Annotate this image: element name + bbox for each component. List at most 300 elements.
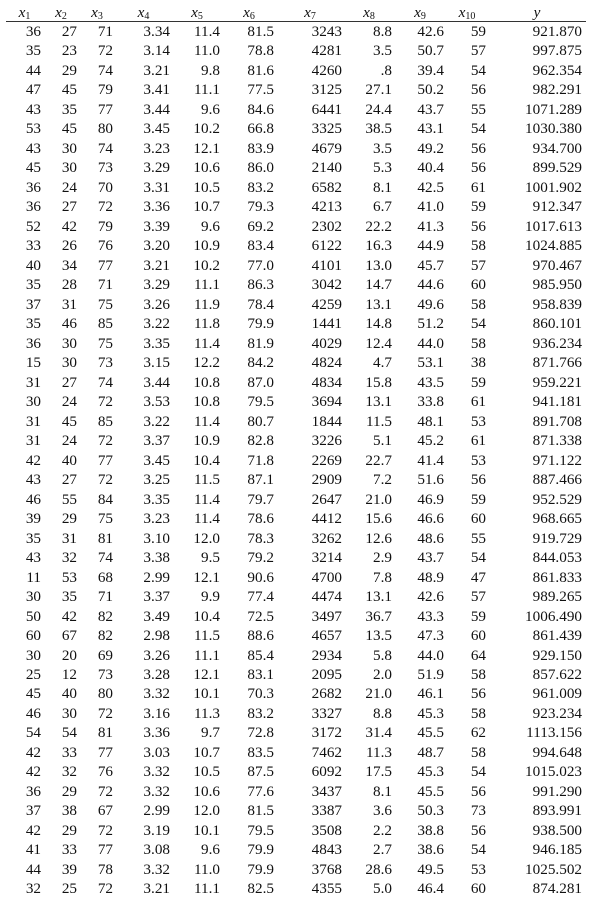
table-cell: 20 bbox=[61, 646, 77, 664]
table-cell: 25 bbox=[25, 665, 41, 683]
table-cell: 72 bbox=[97, 198, 113, 216]
table-cell: 24.4 bbox=[365, 100, 392, 118]
table-cell: 43.7 bbox=[417, 549, 444, 567]
table-cell: 4355 bbox=[311, 880, 342, 898]
table-cell: 45.2 bbox=[417, 432, 444, 450]
table-cell: 952.529 bbox=[532, 490, 582, 508]
column-header-subscript: 5 bbox=[197, 11, 203, 22]
table-cell: 45 bbox=[61, 412, 77, 430]
table-cell: 3.10 bbox=[143, 529, 170, 547]
table-cell: 3.16 bbox=[143, 704, 170, 722]
table-cell: 3172 bbox=[311, 724, 342, 742]
table-header bbox=[6, 4, 586, 22]
table-cell: 6.7 bbox=[373, 198, 392, 216]
table-cell: 15 bbox=[25, 354, 41, 372]
column-header-variable: x bbox=[304, 4, 311, 21]
table-cell: 3.37 bbox=[143, 432, 170, 450]
table-cell: 946.185 bbox=[532, 841, 582, 859]
table-cell: 12.4 bbox=[365, 334, 392, 352]
table-cell: 27 bbox=[61, 373, 77, 391]
table-cell: 72 bbox=[97, 471, 113, 489]
table-cell: 3.26 bbox=[143, 646, 170, 664]
table-cell: 3497 bbox=[311, 607, 342, 625]
table-cell: 2909 bbox=[311, 471, 342, 489]
table-cell: 3508 bbox=[311, 821, 342, 839]
column-header-variable: x bbox=[243, 4, 250, 21]
table-cell: 997.875 bbox=[532, 42, 582, 60]
table-cell: 871.338 bbox=[532, 432, 582, 450]
table-cell: 27.1 bbox=[365, 81, 392, 99]
column-header-variable: x bbox=[55, 4, 62, 21]
table-cell: 86.3 bbox=[247, 276, 274, 294]
table-cell: 74 bbox=[97, 139, 113, 157]
table-cell: 871.766 bbox=[532, 354, 582, 372]
table-cell: 4679 bbox=[311, 139, 342, 157]
table-cell: 7462 bbox=[311, 743, 342, 761]
table-cell: 970.467 bbox=[532, 256, 582, 274]
table-cell: 33 bbox=[25, 237, 41, 255]
column-header-x1 bbox=[6, 4, 43, 22]
table-cell: 87.5 bbox=[247, 763, 274, 781]
table-cell: 934.700 bbox=[532, 139, 582, 157]
table-cell: 59 bbox=[470, 198, 486, 216]
table-cell: 3.29 bbox=[143, 276, 170, 294]
table-cell: 46.1 bbox=[417, 685, 444, 703]
table-cell: 923.234 bbox=[532, 704, 582, 722]
table-cell: 75 bbox=[97, 510, 113, 528]
table-cell: 54 bbox=[470, 549, 486, 567]
table-cell: 9.7 bbox=[201, 724, 220, 742]
table-cell: 36 bbox=[25, 782, 41, 800]
table-cell: 13.1 bbox=[365, 295, 392, 313]
table-cell: 84 bbox=[97, 490, 113, 508]
table-cell: 74 bbox=[97, 373, 113, 391]
table-cell: 60 bbox=[470, 880, 486, 898]
table-cell: 23 bbox=[61, 42, 77, 60]
table-cell: 3325 bbox=[311, 120, 342, 138]
table-cell: 53 bbox=[61, 568, 77, 586]
table-cell: 48.1 bbox=[417, 412, 444, 430]
table-cell: 2269 bbox=[311, 451, 342, 469]
table-cell: 2934 bbox=[311, 646, 342, 664]
table-cell: 54 bbox=[25, 724, 41, 742]
table-cell: 48.9 bbox=[417, 568, 444, 586]
table-cell: 42 bbox=[61, 607, 77, 625]
table-cell: 11.9 bbox=[193, 295, 220, 313]
table-cell: 58 bbox=[470, 237, 486, 255]
table-cell: 70.3 bbox=[247, 685, 274, 703]
table-cell: 12.1 bbox=[193, 568, 220, 586]
table-row bbox=[6, 451, 586, 470]
table-cell: 10.4 bbox=[193, 451, 220, 469]
table-cell: 4.7 bbox=[373, 354, 392, 372]
table-cell: 3243 bbox=[311, 23, 342, 40]
table-cell: 81.9 bbox=[247, 334, 274, 352]
table-cell: 989.265 bbox=[532, 588, 582, 606]
table-cell: 78.4 bbox=[247, 295, 274, 313]
table-cell: 5.8 bbox=[373, 646, 392, 664]
table-cell: 10.2 bbox=[193, 256, 220, 274]
table-cell: 71 bbox=[97, 23, 113, 40]
column-header-x2 bbox=[43, 4, 79, 22]
table-cell: 81.5 bbox=[247, 23, 274, 40]
column-header-subscript: 4 bbox=[144, 11, 150, 22]
table-cell: 58 bbox=[470, 334, 486, 352]
table-cell: 24 bbox=[61, 393, 77, 411]
table-cell: 912.347 bbox=[532, 198, 582, 216]
table-cell: 83.4 bbox=[247, 237, 274, 255]
table-cell: 76 bbox=[97, 237, 113, 255]
table-cell: 44.9 bbox=[417, 237, 444, 255]
table-cell: 83.5 bbox=[247, 743, 274, 761]
table-cell: 78.6 bbox=[247, 510, 274, 528]
table-cell: 5.3 bbox=[373, 159, 392, 177]
table-cell: 75 bbox=[97, 334, 113, 352]
table-row bbox=[6, 275, 586, 294]
table-cell: 31.4 bbox=[365, 724, 392, 742]
table-cell: 74 bbox=[97, 549, 113, 567]
column-header-variable: x bbox=[363, 4, 370, 21]
table-cell: 1017.613 bbox=[525, 217, 582, 235]
table-row bbox=[6, 490, 586, 509]
table-cell: 55 bbox=[61, 490, 77, 508]
table-cell: 11.1 bbox=[193, 646, 220, 664]
table-cell: 4834 bbox=[311, 373, 342, 391]
table-cell: 79 bbox=[97, 81, 113, 99]
table-cell: 45.3 bbox=[417, 763, 444, 781]
table-cell: 60 bbox=[470, 510, 486, 528]
table-cell: 16.3 bbox=[365, 237, 392, 255]
table-cell: 78.8 bbox=[247, 42, 274, 60]
table-cell: 81 bbox=[97, 529, 113, 547]
table-cell: 43.1 bbox=[417, 120, 444, 138]
table-cell: 3.45 bbox=[143, 451, 170, 469]
table-cell: 959.221 bbox=[532, 373, 582, 391]
table-cell: 3.53 bbox=[143, 393, 170, 411]
table-cell: 3.29 bbox=[143, 159, 170, 177]
table-cell: 45.5 bbox=[417, 724, 444, 742]
table-cell: 71.8 bbox=[247, 451, 274, 469]
header-row bbox=[6, 4, 586, 22]
table-cell: 10.9 bbox=[193, 237, 220, 255]
table-cell: 79.2 bbox=[247, 549, 274, 567]
table-row bbox=[6, 392, 586, 411]
table-cell: 3.38 bbox=[143, 549, 170, 567]
table-cell: 46.4 bbox=[417, 880, 444, 898]
table-row bbox=[6, 646, 586, 665]
table-row bbox=[6, 41, 586, 60]
table-cell: 83.2 bbox=[247, 178, 274, 196]
table-cell: 85 bbox=[97, 412, 113, 430]
table-cell: 77.0 bbox=[247, 256, 274, 274]
table-cell: 11.4 bbox=[193, 510, 220, 528]
table-cell: 11.5 bbox=[365, 412, 392, 430]
table-row bbox=[6, 197, 586, 216]
column-header-x3 bbox=[79, 4, 115, 22]
table-cell: 11.4 bbox=[193, 490, 220, 508]
table-cell: 1001.902 bbox=[525, 178, 582, 196]
table-cell: 79.7 bbox=[247, 490, 274, 508]
table-cell: 13.5 bbox=[365, 627, 392, 645]
table-cell: 11 bbox=[26, 568, 41, 586]
table-cell: 31 bbox=[25, 373, 41, 391]
table-cell: 50.3 bbox=[417, 802, 444, 820]
table-cell: 55 bbox=[470, 529, 486, 547]
table-cell: 82 bbox=[97, 627, 113, 645]
table-cell: 861.833 bbox=[532, 568, 582, 586]
table-cell: 46.9 bbox=[417, 490, 444, 508]
table-cell: 79.3 bbox=[247, 198, 274, 216]
table-cell: 53.1 bbox=[417, 354, 444, 372]
table-row bbox=[6, 314, 586, 333]
table-cell: 77 bbox=[97, 100, 113, 118]
table-cell: 3.49 bbox=[143, 607, 170, 625]
table-cell: 56 bbox=[470, 821, 486, 839]
table-cell: 79 bbox=[97, 217, 113, 235]
table-cell: 39.4 bbox=[417, 61, 444, 79]
table-cell: 3.22 bbox=[143, 315, 170, 333]
table-cell: 1844 bbox=[311, 412, 342, 430]
table-cell: 61 bbox=[470, 178, 486, 196]
table-row bbox=[6, 353, 586, 372]
table-cell: 968.665 bbox=[532, 510, 582, 528]
table-cell: 11.1 bbox=[193, 276, 220, 294]
table-cell: 42.6 bbox=[417, 23, 444, 40]
table-cell: 35 bbox=[25, 529, 41, 547]
column-header-x9 bbox=[394, 4, 446, 22]
table-cell: 1441 bbox=[311, 315, 342, 333]
table-cell: 88.6 bbox=[247, 627, 274, 645]
table-cell: 45 bbox=[25, 685, 41, 703]
table-cell: 57 bbox=[470, 588, 486, 606]
table-cell: 69.2 bbox=[247, 217, 274, 235]
table-cell: 15.8 bbox=[365, 373, 392, 391]
table-cell: 9.6 bbox=[201, 841, 220, 859]
table-row bbox=[6, 470, 586, 489]
table-cell: 72 bbox=[97, 782, 113, 800]
column-header-subscript: 9 bbox=[420, 11, 426, 22]
table-cell: 30 bbox=[61, 334, 77, 352]
table-cell: 921.870 bbox=[532, 23, 582, 40]
column-header-x6 bbox=[222, 4, 276, 22]
column-header-subscript: 3 bbox=[97, 11, 103, 22]
table-cell: 941.181 bbox=[532, 393, 582, 411]
table-cell: 24 bbox=[61, 178, 77, 196]
table-cell: 3.31 bbox=[143, 178, 170, 196]
table-cell: 45 bbox=[61, 81, 77, 99]
table-cell: 3.23 bbox=[143, 139, 170, 157]
table-cell: 12.1 bbox=[193, 139, 220, 157]
table-cell: 919.729 bbox=[532, 529, 582, 547]
table-cell: 13.1 bbox=[365, 393, 392, 411]
table-cell: 11.1 bbox=[193, 880, 220, 898]
table-cell: 53 bbox=[470, 860, 486, 878]
table-cell: 994.648 bbox=[532, 743, 582, 761]
table-cell: 10.9 bbox=[193, 432, 220, 450]
table-cell: 4259 bbox=[311, 295, 342, 313]
table-cell: 1006.490 bbox=[525, 607, 582, 625]
table-cell: 84.6 bbox=[247, 100, 274, 118]
table-cell: 41 bbox=[25, 841, 41, 859]
table-cell: 44 bbox=[25, 860, 41, 878]
table-cell: 51.6 bbox=[417, 471, 444, 489]
table-row bbox=[6, 626, 586, 645]
table-cell: 62 bbox=[470, 724, 486, 742]
table-cell: 6582 bbox=[311, 178, 342, 196]
table-cell: 41.0 bbox=[417, 198, 444, 216]
table-cell: 891.708 bbox=[532, 412, 582, 430]
table-cell: 87.0 bbox=[247, 373, 274, 391]
column-header-x4 bbox=[115, 4, 172, 22]
table-row bbox=[6, 236, 586, 255]
table-row bbox=[6, 373, 586, 392]
table-cell: 64 bbox=[470, 646, 486, 664]
table-cell: 3226 bbox=[311, 432, 342, 450]
table-cell: 2.2 bbox=[373, 821, 392, 839]
table-cell: 59 bbox=[470, 490, 486, 508]
table-cell: 82.5 bbox=[247, 880, 274, 898]
table-cell: 2647 bbox=[311, 490, 342, 508]
table-cell: 69 bbox=[97, 646, 113, 664]
table-cell: 3125 bbox=[311, 81, 342, 99]
table-cell: 77 bbox=[97, 841, 113, 859]
table-cell: 58 bbox=[470, 295, 486, 313]
table-cell: 80.7 bbox=[247, 412, 274, 430]
table-row bbox=[6, 139, 586, 158]
table-cell: 3.25 bbox=[143, 471, 170, 489]
table-cell: 33 bbox=[61, 743, 77, 761]
column-header-variable: y bbox=[533, 4, 541, 21]
table-cell: 8.1 bbox=[373, 782, 392, 800]
table-cell: 53 bbox=[470, 451, 486, 469]
table-cell: 67 bbox=[97, 802, 113, 820]
table-cell: 985.950 bbox=[532, 276, 582, 294]
table-cell: 971.122 bbox=[532, 451, 582, 469]
table-cell: 43.7 bbox=[417, 100, 444, 118]
table-cell: 35 bbox=[25, 315, 41, 333]
table-cell: 32 bbox=[61, 763, 77, 781]
table-cell: 83.2 bbox=[247, 704, 274, 722]
table-cell: 899.529 bbox=[532, 159, 582, 177]
table-cell: 46 bbox=[25, 490, 41, 508]
table-cell: 3.32 bbox=[143, 763, 170, 781]
table-row bbox=[6, 178, 586, 197]
table-cell: 3.44 bbox=[143, 373, 170, 391]
table-cell: 28.6 bbox=[365, 860, 392, 878]
table-cell: 3.15 bbox=[143, 354, 170, 372]
table-cell: 3042 bbox=[311, 276, 342, 294]
table-cell: 58 bbox=[470, 704, 486, 722]
table-cell: 3214 bbox=[311, 549, 342, 567]
table-row bbox=[6, 762, 586, 781]
table-cell: 3437 bbox=[311, 782, 342, 800]
table-cell: 1113.156 bbox=[526, 724, 582, 742]
table-cell: 10.6 bbox=[193, 782, 220, 800]
table-cell: 36 bbox=[25, 178, 41, 196]
table-cell: 9.6 bbox=[201, 100, 220, 118]
table-cell: 47 bbox=[25, 81, 41, 99]
table-cell: 73 bbox=[97, 354, 113, 372]
table-cell: 2682 bbox=[311, 685, 342, 703]
table-cell: 17.5 bbox=[365, 763, 392, 781]
table-cell: 2.7 bbox=[373, 841, 392, 859]
table-cell: 79.9 bbox=[247, 315, 274, 333]
table-cell: 28 bbox=[61, 276, 77, 294]
table-cell: 4657 bbox=[311, 627, 342, 645]
table-cell: 56 bbox=[470, 81, 486, 99]
table-cell: 43 bbox=[25, 549, 41, 567]
table-cell: 3.36 bbox=[143, 724, 170, 742]
table-cell: 1071.289 bbox=[525, 100, 582, 118]
table-row bbox=[6, 568, 586, 587]
table-cell: 12.6 bbox=[365, 529, 392, 547]
table-cell: 79.5 bbox=[247, 821, 274, 839]
table-cell: .8 bbox=[380, 61, 392, 79]
table-cell: 51.2 bbox=[417, 315, 444, 333]
table-cell: 2.99 bbox=[143, 802, 170, 820]
table-row bbox=[6, 509, 586, 528]
table-cell: 44.6 bbox=[417, 276, 444, 294]
table-cell: 81.6 bbox=[247, 61, 274, 79]
table-cell: 79.9 bbox=[247, 841, 274, 859]
table-row bbox=[6, 548, 586, 567]
table-row bbox=[6, 217, 586, 236]
table-cell: 54 bbox=[470, 315, 486, 333]
table-cell: 3.08 bbox=[143, 841, 170, 859]
table-cell: 54 bbox=[61, 724, 77, 742]
table-cell: 35 bbox=[25, 276, 41, 294]
table-cell: 29 bbox=[61, 510, 77, 528]
table-cell: 43 bbox=[25, 100, 41, 118]
table-cell: 86.0 bbox=[247, 159, 274, 177]
column-header-variable: x bbox=[137, 4, 145, 21]
table-cell: 3.21 bbox=[143, 880, 170, 898]
table-cell: 54 bbox=[470, 120, 486, 138]
table-row bbox=[6, 743, 586, 762]
table-cell: 11.4 bbox=[193, 23, 220, 40]
table-cell: 71 bbox=[97, 588, 113, 606]
table-cell: 12.0 bbox=[193, 529, 220, 547]
table-row bbox=[6, 860, 586, 879]
table-cell: 31 bbox=[25, 412, 41, 430]
table-cell: 30 bbox=[61, 139, 77, 157]
table-cell: 4412 bbox=[311, 510, 342, 528]
table-cell: 90.6 bbox=[247, 568, 274, 586]
table-cell: 75 bbox=[97, 295, 113, 313]
table-cell: 26 bbox=[61, 237, 77, 255]
table-cell: 59 bbox=[470, 607, 486, 625]
table-cell: 85.4 bbox=[247, 646, 274, 664]
table-cell: 2140 bbox=[311, 159, 342, 177]
table-cell: 12.2 bbox=[193, 354, 220, 372]
table-cell: 72 bbox=[97, 432, 113, 450]
table-cell: 3.32 bbox=[143, 685, 170, 703]
table-row bbox=[6, 158, 586, 177]
table-cell: 77 bbox=[97, 256, 113, 274]
table-cell: 860.101 bbox=[532, 315, 582, 333]
table-row bbox=[6, 119, 586, 138]
table-cell: 38.5 bbox=[365, 120, 392, 138]
table-cell: 14.8 bbox=[365, 315, 392, 333]
table-cell: 45.5 bbox=[417, 782, 444, 800]
table-cell: 22.7 bbox=[365, 451, 392, 469]
table-cell: 3.21 bbox=[143, 256, 170, 274]
table-cell: 9.9 bbox=[201, 588, 220, 606]
table-cell: 54 bbox=[470, 763, 486, 781]
table-cell: 54 bbox=[470, 841, 486, 859]
table-cell: 3768 bbox=[311, 860, 342, 878]
table-cell: 5.0 bbox=[373, 880, 392, 898]
